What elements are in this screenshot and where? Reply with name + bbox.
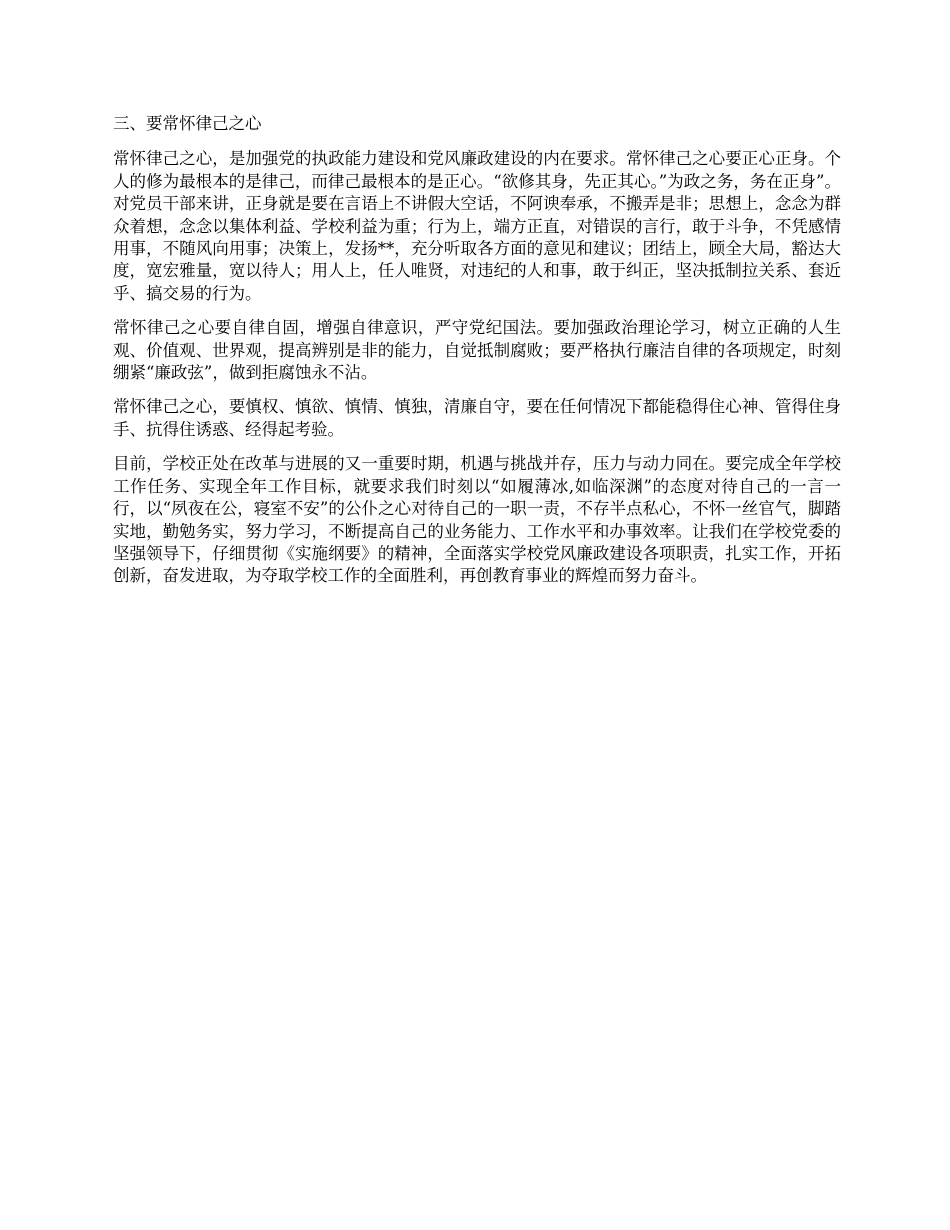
paragraph-3: 常怀律己之心，要慎权、慎欲、慎情、慎独，清廉自守，要在任何情况下都能稳得住心神、管得住身手、抗得住诱惑、经得起考验。 [113,397,841,439]
paragraph-4: 目前，学校正处在改革与进展的又一重要时期，机遇与挑战并存，压力与动力同在。要完成全年学校工作任务、实现全年工作目标，就要求我们时刻以“如履薄冰,如临深渊”的态度对待自己的一言一行，以“夙夜在公，寝室不安”的公仆之心对待自己的一职一责，不存半点私心，不怀一丝官气，脚踏实地，勤勉务实，努力学习，不断提高自己的业务能力、工作水平和办事效率。让我们在学校党委的坚强领导下，仔细贯彻《实施纲要》的精神，全面落实学校党风廉政建设各项职责，扎实工作，开拓创新，奋发进取，为夺取学校工作的全面胜利，再创教育事业的辉煌而努力奋斗。 [113,454,841,586]
paragraph-1: 常怀律己之心，是加强党的执政能力建设和党风廉政建设的内在要求。常怀律己之心要正心正身。个人的修为最根本的是律己，而律己最根本的是正心。“欲修其身，先正其心。”为政之务，务在正身”。对党员干部来讲，正身就是要在言语上不讲假大空话，不阿谀奉承，不搬弄是非；思想上，念念为群众着想，念念以集体利益、学校利益为重；行为上，端方正直，对错误的言行，敢于斗争，不凭感情用事，不随风向用事；决策上，发扬**，充分听取各方面的意见和建议；团结上，顾全大局，豁达大度，宽宏雅量，宽以待人；用人上，任人唯贤，对违纪的人和事，敢于纠正，坚决抵制拉关系、套近乎、搞交易的行为。 [113,149,841,303]
section-heading: 三、要常怀律己之心 [113,114,262,133]
paragraph-2: 常怀律己之心要自律自固，增强自律意识，严守党纪国法。要加强政治理论学习，树立正确的人生观、价值观、世界观，提高辨别是非的能力，自觉抵制腐败；要严格执行廉洁自律的各项规定，时刻绷紧“廉政弦”，做到拒腐蚀永不沾。 [113,318,841,383]
document-body [113,113,841,600]
